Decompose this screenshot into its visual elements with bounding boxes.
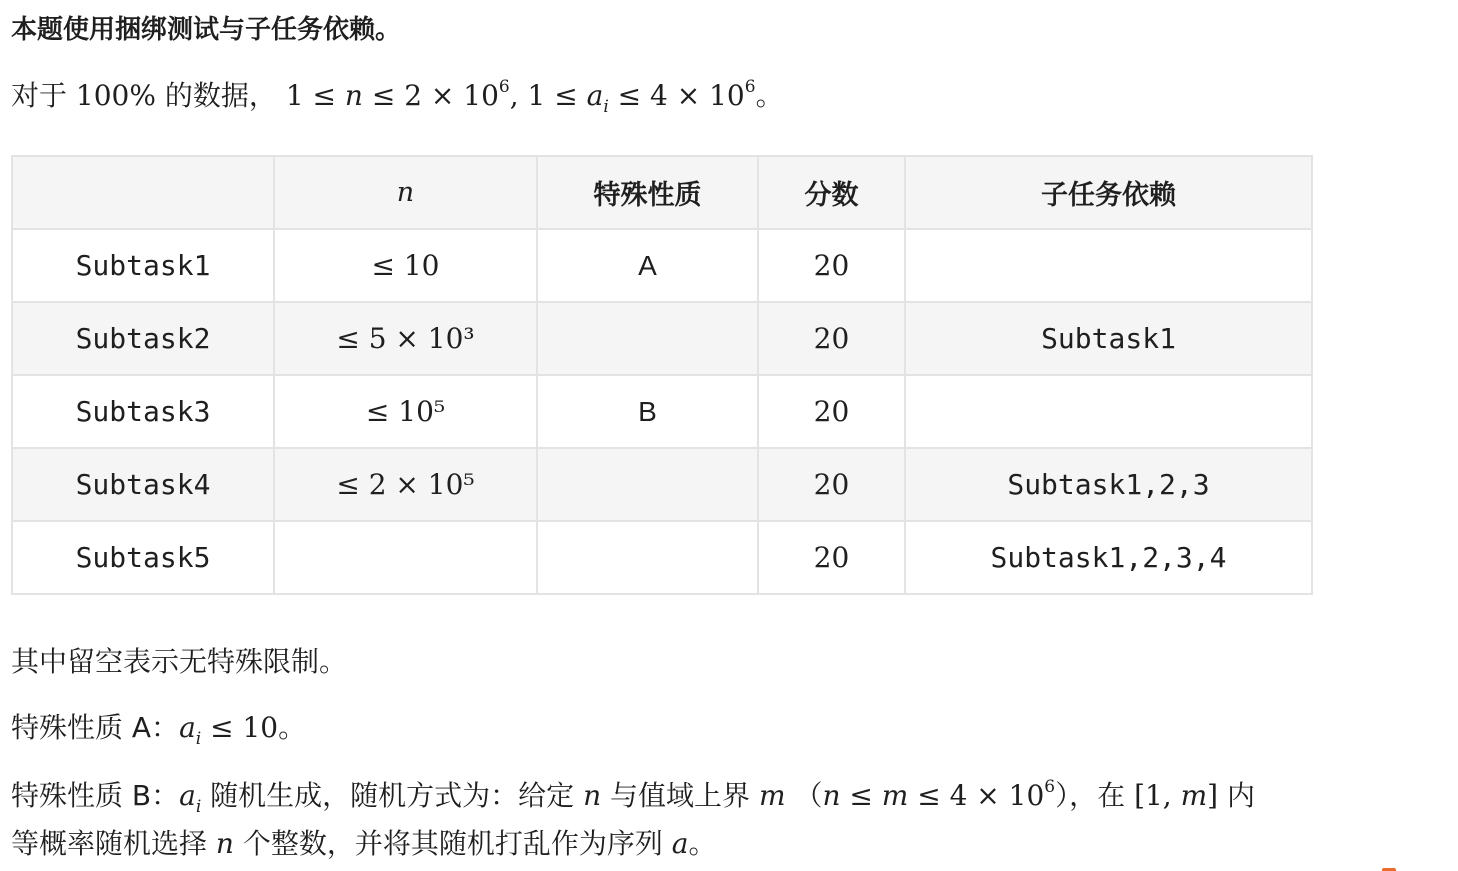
property-b-text4: 内 — [1227, 779, 1256, 812]
property-b-text3: ，在 — [1069, 779, 1126, 812]
subtask-name: Subtask3 — [12, 375, 274, 448]
property-b-label: 特殊性质 B： — [11, 779, 180, 812]
n-range: ≤ 10 — [274, 229, 537, 302]
table-row — [12, 302, 1312, 375]
score: 20 — [758, 229, 905, 302]
n-range: ≤ 5 × 10³ — [274, 302, 537, 375]
table-row — [12, 448, 1312, 521]
special-property — [537, 521, 758, 594]
math-n: n — [583, 779, 602, 812]
table-row — [12, 521, 1312, 594]
header-property: 特殊性质 — [537, 156, 758, 229]
property-b-text2: 与值域上界 — [610, 779, 751, 812]
constraint-math: $1 \le n \le 2 \times 10^6$, $1 \le a_i \le 4 \times 10^6$ — [285, 77, 756, 117]
header-blank — [12, 156, 274, 229]
property-a-bound: ≤ 10 — [210, 711, 279, 744]
property-b-line2-text2: 个整数，并将其随机打乱作为序列 — [242, 827, 663, 860]
subtask-name: Subtask4 — [12, 448, 274, 521]
dependency: Subtask1,2,3 — [905, 448, 1312, 521]
constraint-line — [11, 76, 784, 116]
n-range: ≤ 10⁵ — [274, 375, 537, 448]
dependency: Subtask1,2,3,4 — [905, 521, 1312, 594]
math-m: m — [758, 779, 786, 812]
constraint-mid: 的数据， — [164, 79, 277, 112]
subtask-name: Subtask1 — [12, 229, 274, 302]
table-header-row — [12, 156, 1312, 229]
math-interval: [1, m] — [1134, 779, 1219, 812]
score: 20 — [758, 375, 905, 448]
dependency — [905, 229, 1312, 302]
header-score: 分数 — [758, 156, 905, 229]
subtask-name: Subtask2 — [12, 302, 274, 375]
subtask-table — [11, 155, 1313, 595]
special-property: A — [537, 229, 758, 302]
constraint-suffix: 。 — [755, 79, 784, 112]
special-property: B — [537, 375, 758, 448]
property-b-text1: 随机生成，随机方式为：给定 — [210, 779, 575, 812]
header-dependency: 子任务依赖 — [905, 156, 1312, 229]
property-b-note-line2 — [11, 824, 717, 864]
blank-note: 其中留空表示无特殊限制。 — [11, 645, 348, 678]
math-n: n — [215, 827, 234, 860]
subtask-name: Subtask5 — [12, 521, 274, 594]
subtask-heading: 本题使用捆绑测试与子任务依赖。 — [11, 15, 402, 45]
property-a-end: 。 — [278, 711, 307, 744]
property-a-math: $a_i \le 10$ — [179, 711, 279, 749]
dependency: Subtask1 — [905, 302, 1312, 375]
constraint-percent: 100% — [75, 79, 156, 112]
property-a-note — [11, 708, 306, 748]
header-n: n — [274, 156, 537, 229]
math-ai: $a_i$ — [179, 779, 202, 817]
score: 20 — [758, 302, 905, 375]
dependency — [905, 375, 1312, 448]
property-b-note — [11, 776, 1255, 816]
n-range — [274, 521, 537, 594]
math-range: $(n \le m \le 4 \times 10^6)$ — [794, 777, 1070, 812]
math-a: a — [671, 827, 689, 860]
score: 20 — [758, 448, 905, 521]
n-range: ≤ 2 × 10⁵ — [274, 448, 537, 521]
property-b-line2-end: 。 — [688, 827, 717, 860]
table-row — [12, 229, 1312, 302]
special-property — [537, 448, 758, 521]
special-property — [537, 302, 758, 375]
property-b-line2-text1: 等概率随机选择 — [11, 827, 208, 860]
table-row — [12, 375, 1312, 448]
property-a-label: 特殊性质 A： — [11, 711, 180, 744]
score: 20 — [758, 521, 905, 594]
constraint-prefix: 对于 — [11, 79, 68, 112]
